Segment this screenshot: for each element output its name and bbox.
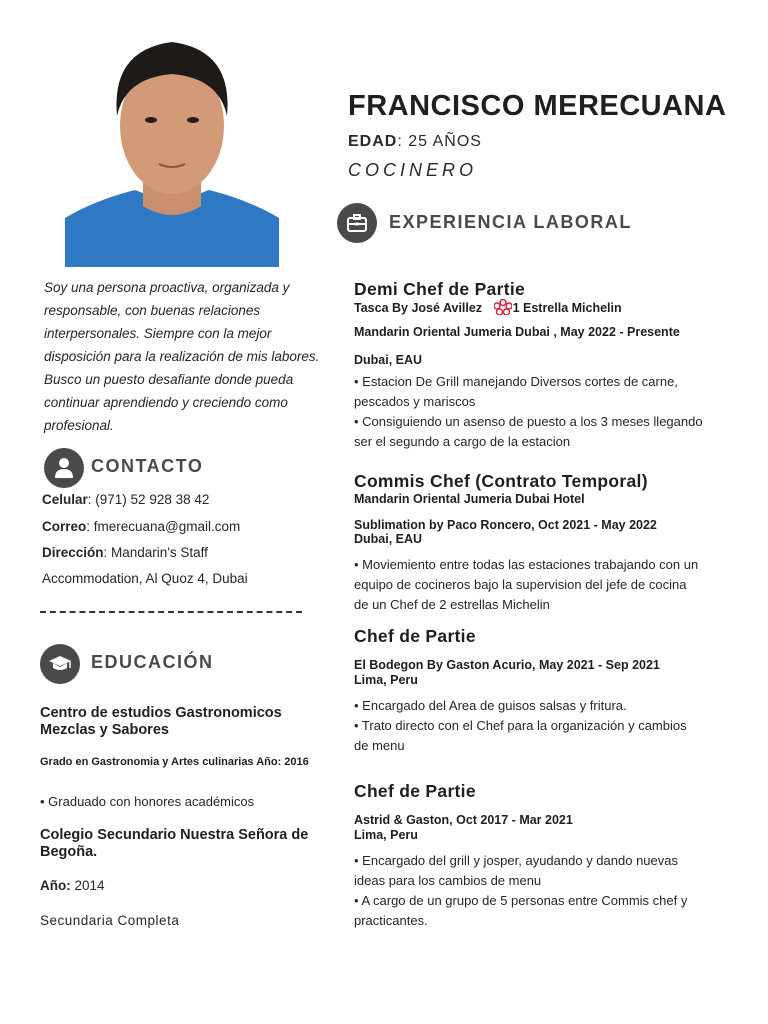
profile-summary: Soy una persona proactiva, organizada y responsable, con buenas relaciones interpersonales. Siempre con la mejor disposición para la realización de mis labores. Busco un puesto desafiante donde pueda continuar aprendiendo y creciendo como profesional. (44, 280, 320, 433)
contact-phone (42, 492, 209, 507)
phone-value[interactable]: : (971) 52 928 38 42 (87, 492, 210, 507)
job-2-title: Commis Chef (Contrato Temporal) (354, 471, 648, 491)
age-line (348, 133, 482, 151)
contact-heading: CONTACTO (91, 456, 204, 476)
job-2-description: • Moviemiento entre todas las estaciones trabajando con un equipo de cocineros bajo la supervision del jefe de cocina de un Chef de 2 estrellas Michelin (354, 557, 699, 612)
job-1-award: 1 Estrella Michelin (512, 301, 622, 315)
job-1-title: Demi Chef de Partie (354, 279, 526, 299)
job-role: COCINERO (348, 160, 478, 180)
job-3-title: Chef de Partie (354, 626, 476, 646)
job-4-location: Lima, Peru (354, 828, 418, 842)
job-2-location: Dubai, EAU (354, 532, 423, 546)
contact-address (42, 545, 208, 560)
job-1-restaurant-line (354, 299, 622, 318)
address-line2: Accommodation, Al Quoz 4, Dubai (42, 571, 248, 586)
job-4-place: Astrid & Gaston, Oct 2017 - Mar 2021 (354, 813, 573, 827)
job-1-location: Dubai, EAU (354, 353, 423, 367)
education-heading: EDUCACIÓN (91, 652, 214, 672)
age-value: : 25 AÑOS (397, 133, 482, 150)
school-2: Colegio Secundario Nuestra Señora de Begoña. (40, 827, 309, 860)
job-1-description: • Estacion De Grill manejando Diversos cortes de carne, pescados y mariscos • Consiguiendo un asenso de puesto a los 3 meses llegando ser el segundo a cargo de la estacion (354, 374, 703, 449)
phone-label: Celular (42, 492, 88, 507)
education-year (40, 878, 105, 893)
address-label: Dirección (42, 545, 104, 560)
contact-email (42, 519, 240, 534)
address-line1: : Mandarin's Staff (103, 545, 208, 560)
email-value[interactable]: : fmerecuana@gmail.com (86, 519, 241, 534)
job-3-description: • Encargado del Area de guisos salsas y fritura. • Trato directo con el Chef para la organización y cambios de menu (354, 698, 687, 753)
section-divider (40, 611, 302, 613)
michelin-star-icon (494, 299, 512, 318)
job-2-company: Mandarin Oriental Jumeria Dubai Hotel (354, 492, 585, 506)
age-label: EDAD (348, 133, 398, 150)
school-1: Centro de estudios Gastronomicos Mezclas y Sabores (40, 705, 282, 738)
job-1-place: Mandarin Oriental Jumeria Dubai , May 2022 - Presente (354, 325, 680, 339)
user-icon (44, 448, 84, 488)
email-label: Correo (42, 519, 87, 534)
profile-photo (65, 28, 279, 267)
experience-heading: EXPERIENCIA LABORAL (389, 212, 632, 232)
candidate-name: FRANCISCO MERECUANA (348, 90, 727, 122)
job-4-title: Chef de Partie (354, 781, 476, 801)
job-4-description: • Encargado del grill y josper, ayudando y dando nuevas ideas para los cambios de menu • A cargo de un grupo de 5 personas entre Commis chef y practicantes. (354, 853, 688, 928)
job-3-location: Lima, Peru (354, 673, 418, 687)
briefcase-icon (337, 203, 377, 243)
year-value: 2014 (70, 878, 105, 893)
education-note-1: • Graduado con honores académicos (40, 794, 255, 809)
job-2-place: Sublimation by Paco Roncero, Oct 2021 - May 2022 (354, 518, 657, 532)
year-label: Año: (40, 878, 71, 893)
job-3-place: El Bodegon By Gaston Acurio, May 2021 - Sep 2021 (354, 658, 660, 672)
job-1-restaurant: Tasca By José Avillez (354, 301, 483, 315)
graduation-cap-icon (40, 644, 80, 684)
education-note-2: Secundaria Completa (40, 913, 180, 928)
degree-1: Grado en Gastronomia y Artes culinarias Año: 2016 (40, 756, 309, 768)
